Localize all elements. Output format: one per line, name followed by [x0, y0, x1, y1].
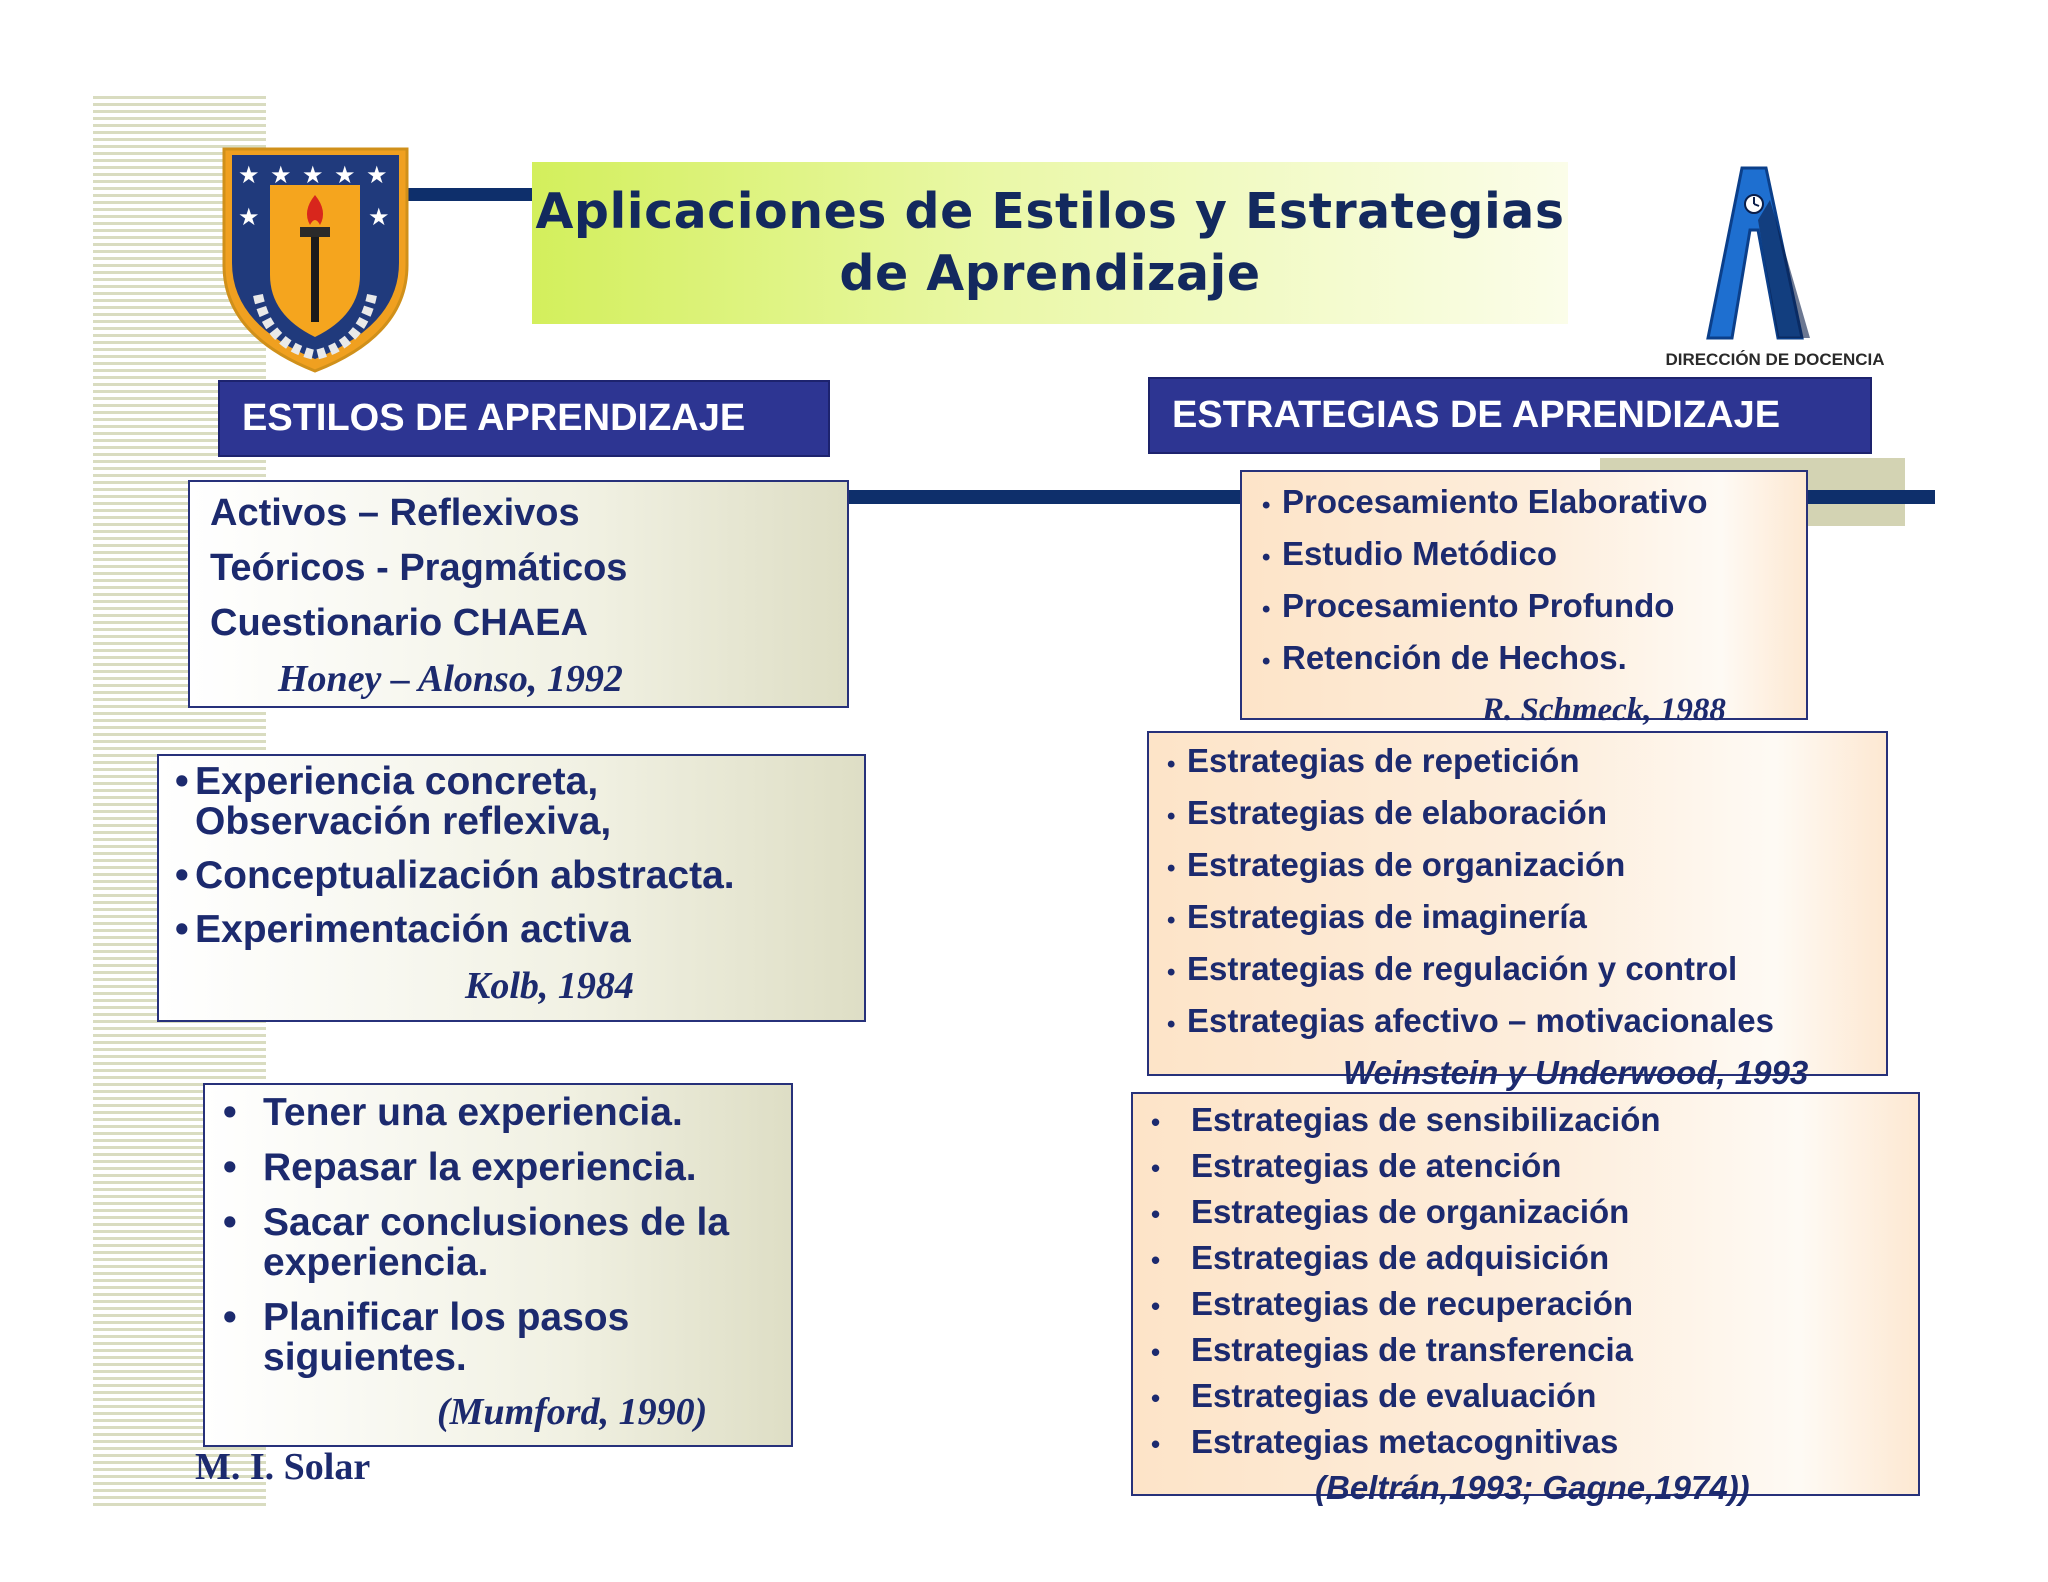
item-text: Estrategias afectivo – motivacionales: [1187, 1002, 1774, 1039]
item-text: Estrategias de organización: [1187, 846, 1626, 883]
item-text: Estrategias de adquisición: [1191, 1239, 1610, 1276]
bullet-icon: •: [1151, 1245, 1161, 1275]
citation: Kolb, 1984: [465, 965, 634, 1007]
citation: (Beltrán,1993; Gagne,1974)): [1315, 1469, 1750, 1506]
bullet-icon: •: [1167, 959, 1176, 986]
svg-text:★: ★: [238, 161, 260, 189]
page-title: [535, 181, 1564, 305]
estrategias-header: ESTRATEGIAS DE APRENDIZAJE: [1148, 377, 1872, 454]
styles-line: Activos – Reflexivos: [210, 492, 580, 534]
list-item: [1151, 1282, 1918, 1328]
list-item: [223, 1203, 791, 1283]
university-seal-logo: [218, 145, 413, 375]
bullet-icon: •: [175, 760, 189, 803]
bullet-icon: •: [223, 1296, 237, 1339]
list-item: [1167, 893, 1886, 945]
honey-alonso-box: [188, 480, 849, 708]
item-text: Repasar la experiencia.: [263, 1146, 697, 1189]
bullet-icon: •: [1167, 1011, 1176, 1038]
beltran-gagne-box: [1131, 1092, 1920, 1506]
list-item: [1262, 478, 1806, 530]
bullet-icon: •: [1151, 1337, 1161, 1367]
list-item: [1262, 530, 1806, 582]
svg-text:★: ★: [334, 161, 356, 189]
item-text: Estrategias de transferencia: [1191, 1331, 1634, 1368]
logo-caption: DIRECCIÓN DE DOCENCIA: [1665, 350, 1885, 369]
item-text: Procesamiento Profundo: [1282, 587, 1675, 624]
list-item: [1167, 997, 1886, 1049]
direccion-docencia-logo: [1650, 160, 1900, 375]
item-text: Estrategias de atención: [1191, 1147, 1562, 1184]
schmeck-box: [1240, 470, 1808, 728]
item-text: Sacar conclusiones de la: [263, 1201, 730, 1244]
item-text: Planificar los pasos: [263, 1296, 630, 1339]
title-line-2: de Aprendizaje: [839, 245, 1261, 302]
list-item: [1151, 1236, 1918, 1282]
list-item: [175, 856, 864, 896]
right-connector-bar: [1800, 490, 1935, 504]
list-item: [1262, 582, 1806, 634]
bullet-icon: •: [1151, 1291, 1161, 1321]
citation: Honey – Alonso, 1992: [278, 658, 623, 700]
weinstein-box: [1147, 731, 1888, 1091]
mumford-box: [203, 1083, 793, 1447]
list-item: [1151, 1098, 1918, 1144]
bullet-icon: •: [1151, 1199, 1161, 1229]
item-text: Estrategias de sensibilización: [1191, 1101, 1661, 1138]
list-item: [175, 762, 864, 842]
title-line-1: Aplicaciones de Estilos y Estrategias: [535, 183, 1565, 240]
author-signature: M. I. Solar: [195, 1446, 371, 1488]
bullet-icon: •: [223, 1201, 237, 1244]
list-item: [1151, 1144, 1918, 1190]
item-text: Tener una experiencia.: [263, 1091, 683, 1134]
kolb-box: [157, 754, 866, 1022]
styles-line: Teóricos - Pragmáticos: [210, 547, 628, 589]
bullet-icon: •: [1151, 1107, 1161, 1137]
item-text: Estrategias metacognitivas: [1191, 1423, 1619, 1460]
bullet-icon: •: [223, 1146, 237, 1189]
item-text: Estrategias de elaboración: [1187, 794, 1607, 831]
bullet-icon: •: [1167, 907, 1176, 934]
item-text: Estudio Metódico: [1282, 535, 1557, 572]
svg-text:★: ★: [270, 161, 292, 189]
list-item: [1151, 1190, 1918, 1236]
list-item: [223, 1298, 791, 1378]
bullet-icon: •: [1262, 596, 1271, 623]
bullet-icon: •: [1262, 544, 1271, 571]
item-text: Estrategias de organización: [1191, 1193, 1630, 1230]
item-text: experiencia.: [263, 1241, 489, 1284]
list-item: [1151, 1374, 1918, 1420]
clock-tower-icon: [1650, 160, 1900, 345]
list-item: [175, 910, 864, 950]
bullet-icon: •: [1167, 803, 1176, 830]
title-banner: [532, 162, 1568, 324]
item-text: Observación reflexiva,: [195, 800, 612, 843]
citation: R. Schmeck, 1988: [1482, 692, 1726, 728]
item-text: Estrategias de repetición: [1187, 742, 1580, 779]
svg-text:★: ★: [366, 161, 388, 189]
bullet-icon: •: [1262, 648, 1271, 675]
styles-line: Cuestionario CHAEA: [210, 602, 588, 644]
svg-text:★: ★: [368, 203, 390, 231]
item-text: Estrategias de imaginería: [1187, 898, 1587, 935]
list-item: [1167, 737, 1886, 789]
list-item: [1151, 1420, 1918, 1466]
list-item: [223, 1093, 791, 1133]
bullet-icon: •: [175, 908, 189, 951]
bullet-icon: •: [1151, 1383, 1161, 1413]
item-text: Estrategias de recuperación: [1191, 1285, 1634, 1322]
list-item: [223, 1148, 791, 1188]
item-text: Experimentación activa: [195, 908, 631, 951]
bullet-icon: •: [1151, 1153, 1161, 1183]
list-item: [1262, 634, 1806, 686]
item-text: Experiencia concreta,: [195, 760, 599, 803]
bullet-icon: •: [1167, 751, 1176, 778]
item-text: Estrategias de evaluación: [1191, 1377, 1597, 1414]
bullet-icon: •: [175, 854, 189, 897]
citation: (Mumford, 1990): [437, 1391, 708, 1433]
list-item: [1167, 789, 1886, 841]
svg-text:★: ★: [302, 161, 324, 189]
item-text: Conceptualización abstracta.: [195, 854, 735, 897]
bullet-icon: •: [1167, 855, 1176, 882]
list-item: [1167, 945, 1886, 997]
bullet-icon: •: [1262, 492, 1271, 519]
citation: Weinstein y Underwood, 1993: [1343, 1054, 1809, 1091]
svg-text:★: ★: [238, 203, 260, 231]
item-text: Estrategias de regulación y control: [1187, 950, 1738, 987]
estilos-header: ESTILOS DE APRENDIZAJE: [218, 380, 830, 457]
item-text: Retención de Hechos.: [1282, 639, 1627, 676]
top-connector-bar: [405, 188, 535, 201]
bullet-icon: •: [223, 1091, 237, 1134]
list-item: [1151, 1328, 1918, 1374]
bullet-icon: •: [1151, 1429, 1161, 1459]
list-item: [1167, 841, 1886, 893]
item-text: Procesamiento Elaborativo: [1282, 483, 1708, 520]
item-text: siguientes.: [263, 1336, 467, 1379]
